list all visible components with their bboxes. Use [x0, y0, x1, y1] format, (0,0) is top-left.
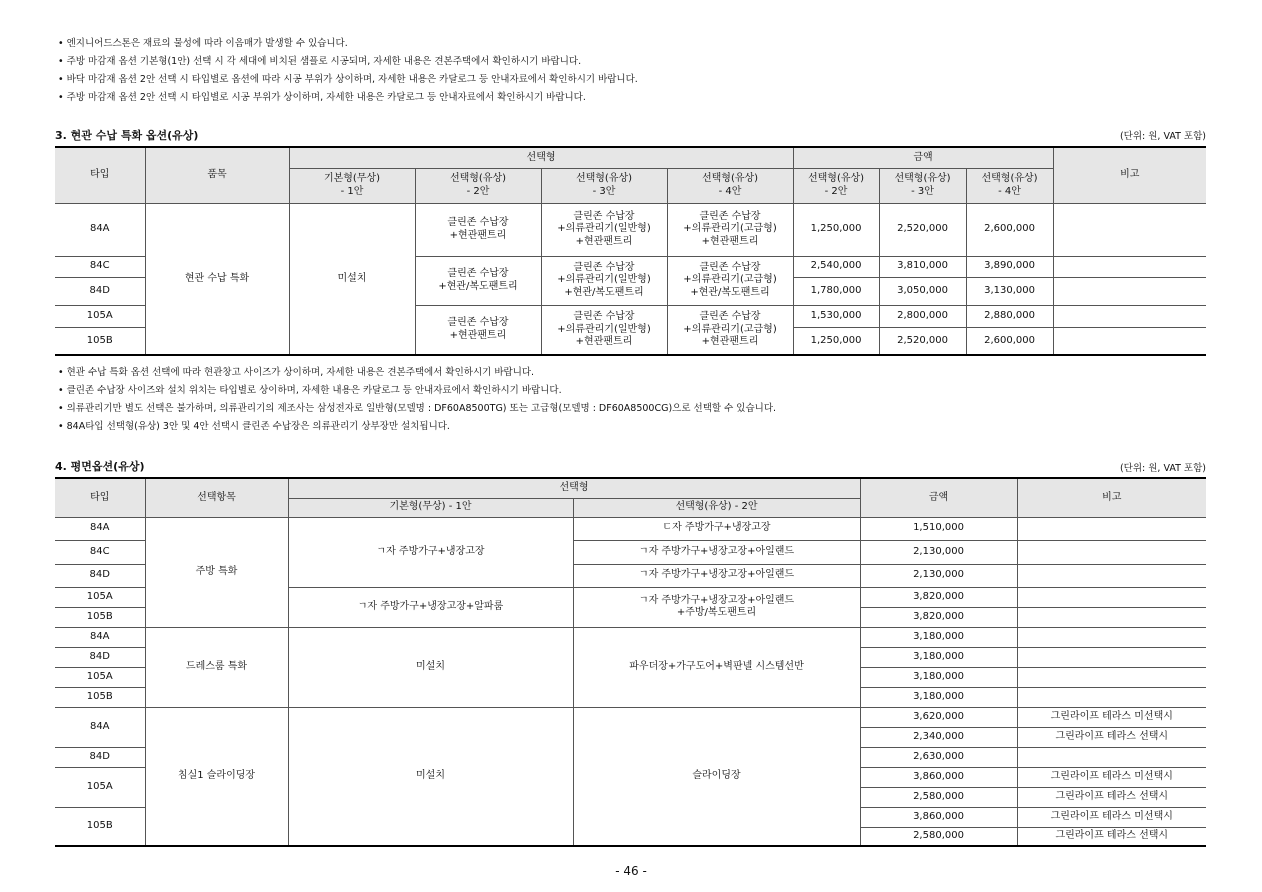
remark-cell: 그린라이프 테라스 선택시 — [1017, 787, 1206, 807]
type-cell: 84C — [55, 256, 145, 277]
amount-cell: 3,180,000 — [860, 647, 1017, 667]
amount-cell: 2,520,000 — [879, 327, 966, 355]
amount-cell: 2,580,000 — [860, 827, 1017, 846]
item-cell: 침실1 슬라이딩장 — [145, 707, 288, 846]
type-cell: 105B — [55, 607, 145, 627]
remark-cell — [1017, 564, 1206, 587]
remark-cell — [1017, 540, 1206, 564]
amount-cell: 1,250,000 — [793, 327, 879, 355]
amount-cell: 2,580,000 — [860, 787, 1017, 807]
entrance-storage-table — [55, 146, 1206, 356]
type-cell: 105A — [55, 667, 145, 687]
opt-cell: 파우더장+가구도어+벽판넬 시스템선반 — [573, 627, 860, 707]
page-number: - 46 - — [615, 864, 647, 878]
header-opt2: 선택형(유상) - 2안 — [573, 498, 860, 517]
opt3-cell: 클린존 수납장 +의류관리기(일반형) +현관/복도팬트리 — [541, 256, 667, 305]
type-cell: 105A — [55, 305, 145, 327]
opt-cell: ㄱ자 주방가구+냉장고장+아일랜드 — [573, 540, 860, 564]
opt4-cell: 클린존 수납장 +의류관리기(고급형) +현관팬트리 — [667, 203, 793, 256]
amount-cell: 2,130,000 — [860, 540, 1017, 564]
header-amt3: 선택형(유상) - 3안 — [879, 168, 966, 203]
remark-cell — [1017, 587, 1206, 607]
remark-cell: 그린라이프 테라스 미선택시 — [1017, 807, 1206, 827]
amount-cell: 3,820,000 — [860, 587, 1017, 607]
remark-cell — [1053, 203, 1206, 256]
type-cell: 105B — [55, 327, 145, 355]
type-cell: 84D — [55, 277, 145, 305]
type-cell: 84D — [55, 647, 145, 667]
section3-title: 3. 현관 수납 특화 옵션(유상) — [55, 129, 199, 142]
section4-title: 4. 평면옵션(유상) — [55, 460, 145, 473]
type-cell: 105B — [55, 687, 145, 707]
note-item: • 의류관리기만 별도 선택은 불가하며, 의류관리기의 제조사는 삼성전자로 일반형(모델명 : DF60A8500TG) 또는 고급형(모델명 : DF60A8500CG)으로 선택할 수 있습니다. — [58, 400, 776, 418]
top-notes — [58, 35, 638, 107]
amount-cell: 2,600,000 — [966, 327, 1053, 355]
amount-cell: 2,880,000 — [966, 305, 1053, 327]
type-cell: 84A — [55, 517, 145, 540]
opt-cell: ㄱ자 주방가구+냉장고장+아일랜드 — [573, 564, 860, 587]
amount-cell: 3,050,000 — [879, 277, 966, 305]
opt2-cell: 클린존 수납장 +현관/복도팬트리 — [415, 256, 541, 305]
note-item: • 84A타입 선택형(유상) 3안 및 4안 선택시 클린존 수납장은 의류관리기 상부장만 설치됩니다. — [58, 418, 776, 436]
remark-cell: 그린라이프 테라스 미선택시 — [1017, 707, 1206, 727]
opt3-cell: 클린존 수납장 +의류관리기(일반형) +현관팬트리 — [541, 203, 667, 256]
amount-cell: 2,520,000 — [879, 203, 966, 256]
table-row — [55, 203, 1206, 256]
amount-cell: 2,540,000 — [793, 256, 879, 277]
header-remarks: 비고 — [1017, 478, 1206, 517]
type-cell: 105B — [55, 807, 145, 846]
table-row — [55, 517, 1206, 540]
remark-cell — [1053, 327, 1206, 355]
note-item: • 바닥 마감재 옵션 2안 선택 시 타입별로 옵션에 따라 시공 부위가 상이하며, 자세한 내용은 카달로그 등 안내자료에서 확인하시기 바랍니다. — [58, 71, 638, 89]
amount-cell: 3,180,000 — [860, 687, 1017, 707]
remark-cell — [1053, 256, 1206, 277]
header-amount: 금액 — [860, 478, 1017, 517]
item-cell: 현관 수납 특화 — [145, 203, 289, 355]
basic-cell: ㄱ자 주방가구+냉장고장+알파룸 — [288, 587, 573, 627]
type-cell: 105A — [55, 587, 145, 607]
remark-cell — [1017, 627, 1206, 647]
note-item: • 엔지니어드스톤은 재료의 물성에 따라 이음매가 발생할 수 있습니다. — [58, 35, 638, 53]
header-amt2: 선택형(유상) - 2안 — [793, 168, 879, 203]
opt2-cell: 클린존 수납장 +현관팬트리 — [415, 305, 541, 355]
opt4-cell: 클린존 수납장 +의류관리기(고급형) +현관/복도팬트리 — [667, 256, 793, 305]
amount-cell: 3,810,000 — [879, 256, 966, 277]
section3-notes — [58, 364, 776, 436]
type-cell: 84A — [55, 627, 145, 647]
header-remarks: 비고 — [1053, 147, 1206, 203]
amount-cell: 1,250,000 — [793, 203, 879, 256]
type-cell: 84D — [55, 564, 145, 587]
note-item: • 현관 수납 특화 옵션 선택에 따라 현관창고 사이즈가 상이하며, 자세한 내용은 견본주택에서 확인하시기 바랍니다. — [58, 364, 776, 382]
header-selection: 선택형 — [288, 478, 860, 498]
item-cell: 드레스룸 특화 — [145, 627, 288, 707]
amount-cell: 1,780,000 — [793, 277, 879, 305]
opt3-cell: 클린존 수납장 +의류관리기(일반형) +현관팬트리 — [541, 305, 667, 355]
amount-cell: 3,890,000 — [966, 256, 1053, 277]
type-cell: 84C — [55, 540, 145, 564]
note-item: • 주방 마감재 옵션 2안 선택 시 타입별로 시공 부위가 상이하며, 자세한 내용은 카달로그 등 안내자료에서 확인하시기 바랍니다. — [58, 89, 638, 107]
header-item: 품목 — [145, 147, 289, 203]
note-item: • 주방 마감재 옵션 기본형(1안) 선택 시 각 세대에 비치된 샘플로 시공되며, 자세한 내용은 견본주택에서 확인하시기 바랍니다. — [58, 53, 638, 71]
amount-cell: 2,630,000 — [860, 747, 1017, 767]
remark-cell — [1017, 747, 1206, 767]
header-amount: 금액 — [793, 147, 1053, 168]
table-row — [55, 707, 1206, 727]
header-basic: 기본형(무상) - 1안 — [289, 168, 415, 203]
opt2-cell: 클린존 수납장 +현관팬트리 — [415, 203, 541, 256]
header-opt3: 선택형(유상) - 3안 — [541, 168, 667, 203]
remark-cell — [1017, 607, 1206, 627]
amount-cell: 1,530,000 — [793, 305, 879, 327]
basic-cell: 미설치 — [288, 627, 573, 707]
remark-cell — [1017, 517, 1206, 540]
amount-cell: 3,180,000 — [860, 667, 1017, 687]
amount-cell: 2,800,000 — [879, 305, 966, 327]
item-cell: 주방 특화 — [145, 517, 288, 627]
amount-cell: 3,860,000 — [860, 807, 1017, 827]
header-selection: 선택형 — [289, 147, 793, 168]
basic-cell: ㄱ자 주방가구+냉장고장 — [288, 517, 573, 587]
remark-cell — [1053, 305, 1206, 327]
amount-cell: 3,860,000 — [860, 767, 1017, 787]
type-cell: 84A — [55, 707, 145, 747]
remark-cell — [1053, 277, 1206, 305]
remark-cell — [1017, 687, 1206, 707]
header-opt2: 선택형(유상) - 2안 — [415, 168, 541, 203]
opt-cell: 슬라이딩장 — [573, 707, 860, 846]
remark-cell: 그린라이프 테라스 선택시 — [1017, 827, 1206, 846]
amount-cell: 3,820,000 — [860, 607, 1017, 627]
header-item: 선택항목 — [145, 478, 288, 517]
type-cell: 84A — [55, 203, 145, 256]
amount-cell: 3,130,000 — [966, 277, 1053, 305]
basic-cell: 미설치 — [288, 707, 573, 846]
header-basic: 기본형(무상) - 1안 — [288, 498, 573, 517]
opt-cell: ㄱ자 주방가구+냉장고장+아일랜드 +주방/복도팬트리 — [573, 587, 860, 627]
remark-cell — [1017, 667, 1206, 687]
header-opt4: 선택형(유상) - 4안 — [667, 168, 793, 203]
header-amt4: 선택형(유상) - 4안 — [966, 168, 1053, 203]
type-cell: 84D — [55, 747, 145, 767]
table-row — [55, 627, 1206, 647]
remark-cell: 그린라이프 테라스 미선택시 — [1017, 767, 1206, 787]
type-cell: 105A — [55, 767, 145, 807]
section4-unit: (단위: 원, VAT 포함) — [1119, 463, 1206, 474]
section3-unit: (단위: 원, VAT 포함) — [1119, 131, 1206, 142]
header-type: 타입 — [55, 478, 145, 517]
basic-cell: 미설치 — [289, 203, 415, 355]
remark-cell — [1017, 647, 1206, 667]
remark-cell: 그린라이프 테라스 선택시 — [1017, 727, 1206, 747]
amount-cell: 2,130,000 — [860, 564, 1017, 587]
amount-cell: 2,340,000 — [860, 727, 1017, 747]
amount-cell: 1,510,000 — [860, 517, 1017, 540]
amount-cell: 2,600,000 — [966, 203, 1053, 256]
amount-cell: 3,620,000 — [860, 707, 1017, 727]
note-item: • 클린존 수납장 사이즈와 설치 위치는 타입별로 상이하며, 자세한 내용은 카달로그 등 안내자료에서 확인하시기 바랍니다. — [58, 382, 776, 400]
floor-plan-option-table — [55, 477, 1206, 847]
amount-cell: 3,180,000 — [860, 627, 1017, 647]
opt-cell: ㄷ자 주방가구+냉장고장 — [573, 517, 860, 540]
opt4-cell: 클린존 수납장 +의류관리기(고급형) +현관팬트리 — [667, 305, 793, 355]
header-type: 타입 — [55, 147, 145, 203]
